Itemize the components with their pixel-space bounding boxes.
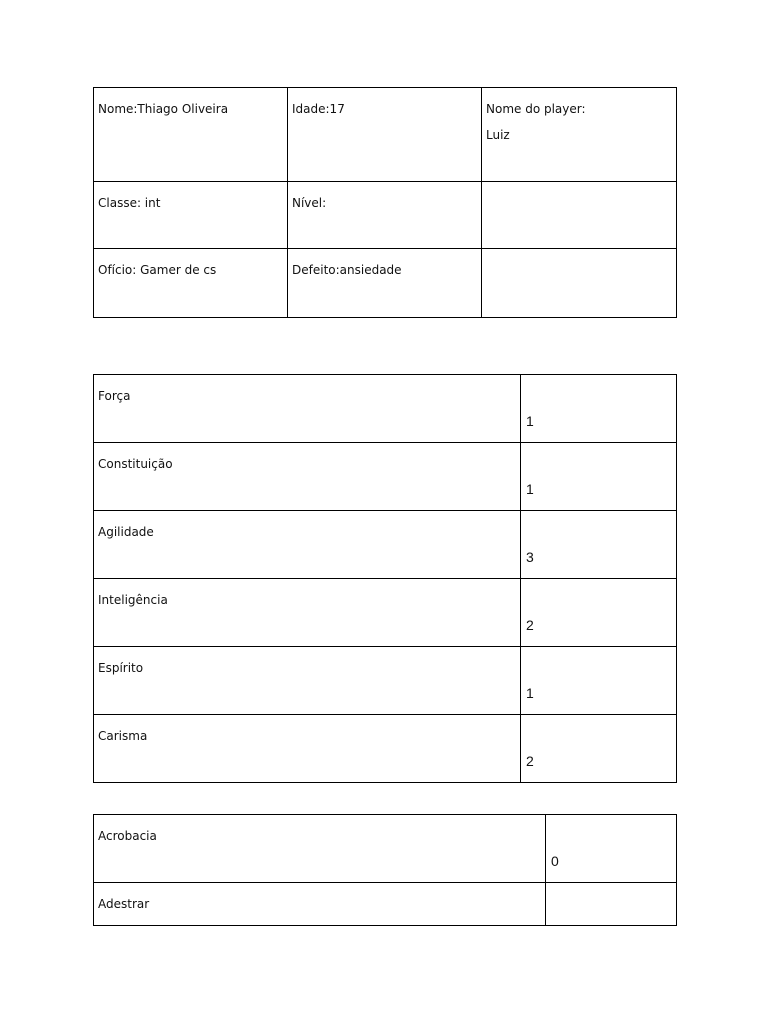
name-cell <box>94 88 288 182</box>
attribute-value-cell <box>521 511 677 579</box>
attribute-value: 1 <box>526 481 534 497</box>
flaw-cell <box>288 249 482 318</box>
info-row <box>94 88 677 182</box>
attribute-name: Agilidade <box>98 525 154 539</box>
level-cell <box>288 182 482 249</box>
age-cell <box>288 88 482 182</box>
attribute-value-cell <box>521 443 677 511</box>
skill-row-adestrar <box>94 883 677 926</box>
empty-cell <box>482 249 677 318</box>
skill-value-cell <box>546 815 677 883</box>
attribute-row-carisma <box>94 715 677 783</box>
player-name: Luiz <box>486 128 510 142</box>
attribute-name-cell <box>94 375 521 443</box>
attribute-name: Constituição <box>98 457 173 471</box>
attribute-name-cell <box>94 511 521 579</box>
attribute-value-cell <box>521 375 677 443</box>
attribute-name-cell <box>94 443 521 511</box>
attribute-row-constituicao <box>94 443 677 511</box>
attribute-value: 2 <box>526 617 534 633</box>
skill-value: 0 <box>551 853 559 869</box>
info-row <box>94 249 677 318</box>
skill-name-cell <box>94 815 546 883</box>
skill-name: Adestrar <box>98 897 150 911</box>
attribute-name-cell <box>94 715 521 783</box>
skills-table <box>93 814 677 926</box>
skill-name-cell <box>94 883 546 926</box>
attribute-row-espirito <box>94 647 677 715</box>
attribute-value: 3 <box>526 549 534 565</box>
attribute-row-forca <box>94 375 677 443</box>
skill-value-cell <box>546 883 677 926</box>
character-age: Idade:17 <box>292 102 345 116</box>
character-class: Classe: int <box>98 196 161 210</box>
skill-name: Acrobacia <box>98 829 157 843</box>
attribute-value-cell <box>521 715 677 783</box>
attribute-value-cell <box>521 579 677 647</box>
attribute-name: Carisma <box>98 729 148 743</box>
character-flaw: Defeito:ansiedade <box>292 263 402 277</box>
player-cell <box>482 88 677 182</box>
attribute-value-cell <box>521 647 677 715</box>
character-level: Nível: <box>292 196 327 210</box>
skill-value <box>546 883 676 921</box>
character-occupation: Ofício: Gamer de cs <box>98 263 217 277</box>
attribute-name: Inteligência <box>98 593 168 607</box>
character-name: Nome:Thiago Oliveira <box>98 102 229 116</box>
attribute-value: 1 <box>526 413 534 429</box>
attribute-value: 1 <box>526 685 534 701</box>
class-cell <box>94 182 288 249</box>
occupation-cell <box>94 249 288 318</box>
player-label: Nome do player: <box>486 102 586 116</box>
character-info-table <box>93 87 677 318</box>
skill-row-acrobacia <box>94 815 677 883</box>
attribute-name: Força <box>98 389 131 403</box>
attributes-table <box>93 374 677 783</box>
attribute-row-inteligencia <box>94 579 677 647</box>
attribute-name-cell <box>94 579 521 647</box>
empty-cell <box>482 182 677 249</box>
info-row <box>94 182 677 249</box>
attribute-row-agilidade <box>94 511 677 579</box>
attribute-name-cell <box>94 647 521 715</box>
attribute-value: 2 <box>526 753 534 769</box>
attribute-name: Espírito <box>98 661 144 675</box>
